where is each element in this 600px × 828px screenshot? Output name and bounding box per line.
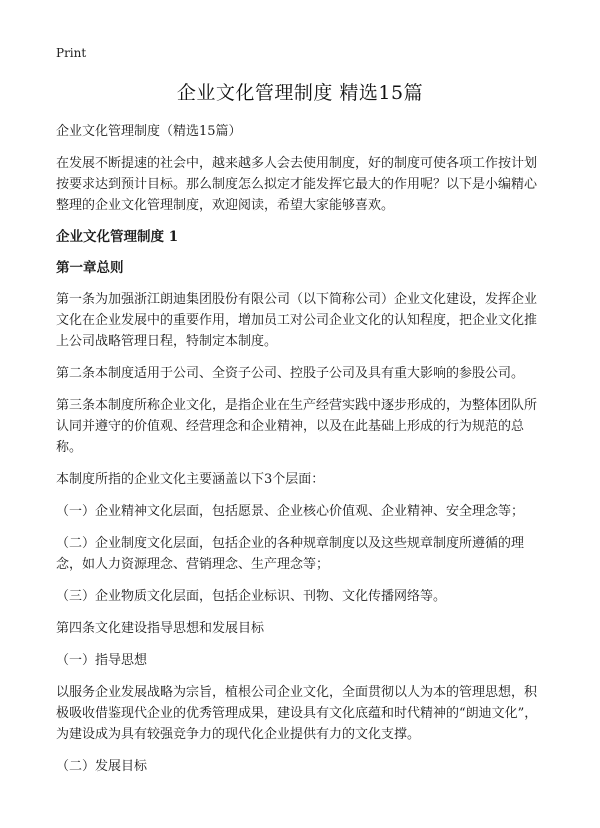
article-4: 第四条文化建设指导思想和发展目标 [56,621,265,636]
level-3: （三）企业物质文化层面，包括企业标识、刊物、文化传播网络等。 [56,589,447,604]
goal-title: （二）发展目标 [56,759,148,774]
article-3: 第三条本制度所称企业文化，是指企业在生产经营实践中逐步形成的，为整体团队所认同并遵守的价值观、经营理念和企业精神，以及在此基础上形成的行为规范的总称。 [56,398,538,455]
section-title: 企业文化管理制度 1 [56,229,179,245]
guide-text: 以服务企业发展战略为宗旨，植根公司企业文化，全面贯彻以人为本的管理思想，积极吸收借鉴现代企业的优秀管理成果，建设具有文化底蕴和时代精神的“朗迪文化”，为建设成为具有较强竞争力的现代化企业提供有力的文化支撑。 [56,685,538,742]
chapter-title: 第一章总则 [56,260,124,276]
article-1: 第一条为加强浙江朗迪集团股份有限公司（以下简称公司）企业文化建设，发挥企业文化在企业发展中的重要作用，增加员工对公司企业文化的认知程度，把企业文化推上公司战略管理日程，特制定本制度。 [56,292,538,349]
print-link[interactable]: Print [56,46,87,60]
guide-title: （一）指导思想 [56,653,148,668]
intro-paragraph: 在发展不断提速的社会中，越来越多人会去使用制度，好的制度可使各项工作按计划按要求达到预计目标。那么制度怎么拟定才能发挥它最大的作用呢？以下是小编精心整理的企业文化管理制度，欢迎阅读，希望大家能够喜欢。 [56,156,538,213]
levels-intro: 本制度所指的企业文化主要涵盖以下3个层面： [56,472,325,487]
level-1: （一）企业精神文化层面，包括愿景、企业核心价值观、企业精神、安全理念等； [56,504,525,519]
document-body [56,121,548,788]
document-subtitle: 企业文化管理制度（精选15篇） [56,124,242,139]
level-2: （二）企业制度文化层面，包括企业的各种规章制度以及这些规章制度所遵循的理念，如人力资源理念、营销理念、生产理念等； [56,536,525,572]
document-title: 企业文化管理制度 精选15篇 [176,82,424,104]
article-2: 第二条本制度适用于公司、全资子公司、控股子公司及具有重大影响的参股公司。 [56,366,525,381]
